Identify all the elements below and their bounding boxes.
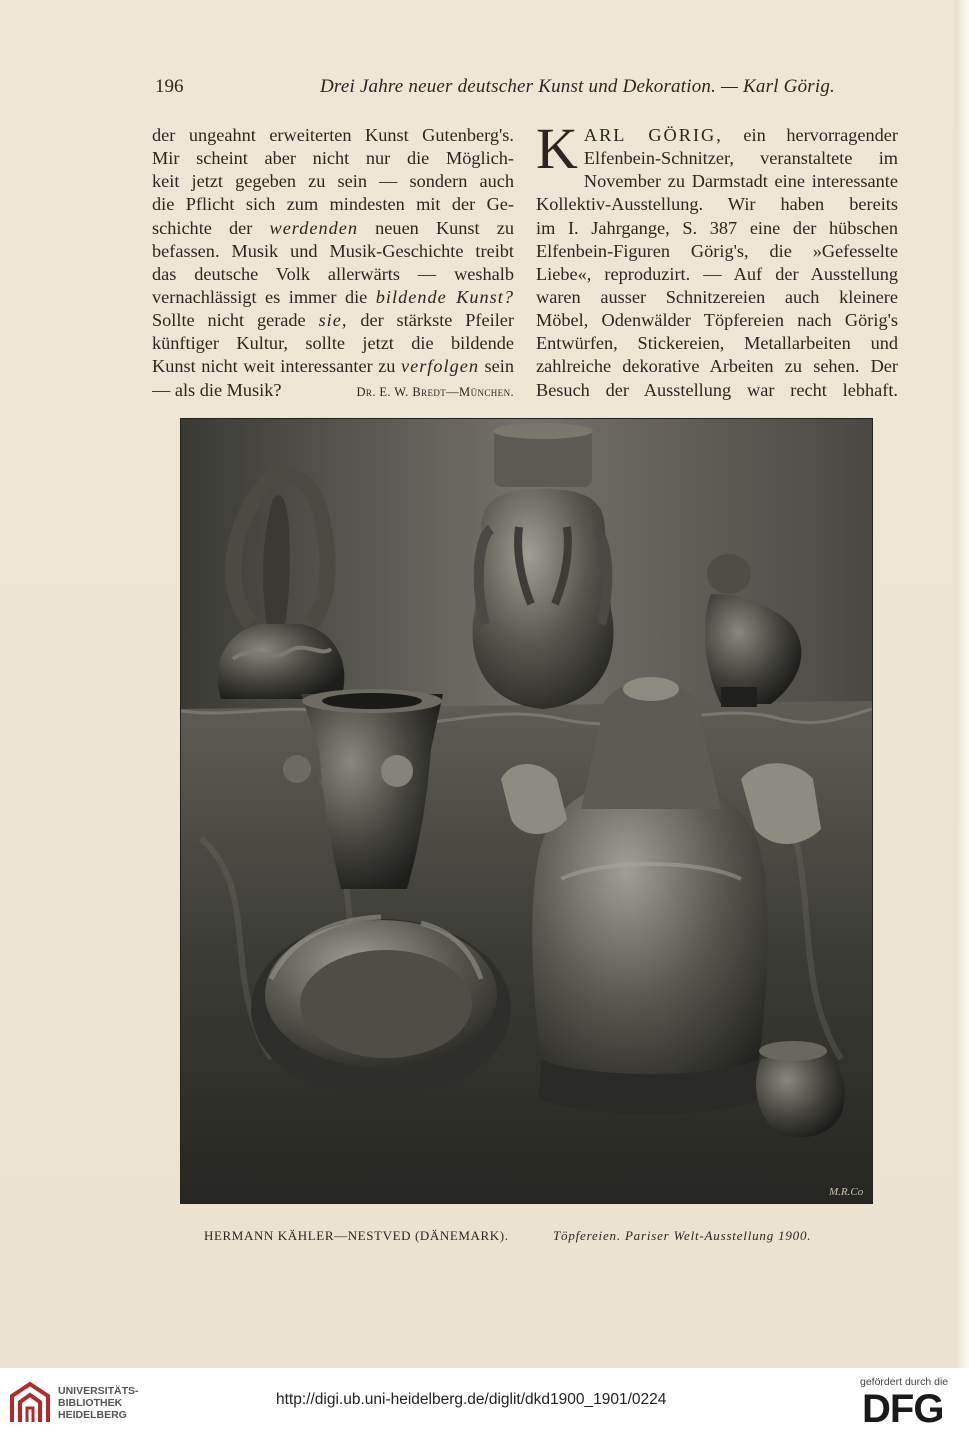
emphasis: werdenden [269, 217, 359, 238]
pottery-photograph [180, 418, 873, 1204]
page-number: 196 [155, 76, 184, 97]
text-line: Besuch der Ausstellung war recht lebhaft. [536, 379, 898, 400]
page-header [155, 76, 835, 102]
text-line: Entwürfen, Stickereien, Metallarbeiten und [536, 333, 898, 354]
library-name: UNIVERSITÄTS- BIBLIOTHEK HEIDELBERG [58, 1385, 139, 1421]
pottery-illustration [181, 419, 872, 1203]
text-line: Möbel, Odenwälder Töpfereien nach Görig's [536, 310, 898, 331]
text-line: keit jetzt gegeben zu sein — sondern auch [152, 171, 514, 192]
text-line: waren ausser Schnitzereien auch kleinere [536, 286, 898, 307]
text-line: — als die Musik? Dr. E. W. Bredt—München. [152, 379, 514, 402]
text-line: das deutsche Volk allerwärts — weshalb [152, 263, 514, 284]
text-line: vernachlässigt es immer die bildende Kunst? [152, 286, 514, 307]
text-line: Kunst nicht weit interessanter zu verfolgen sein [152, 356, 514, 377]
text-line: November zu Darmstadt eine interessante [583, 171, 898, 192]
author-signature: Dr. E. W. Bredt—München. [356, 384, 514, 399]
left-column [152, 124, 514, 402]
page-edge [955, 0, 969, 1368]
text-line: Kollektiv-Ausstellung. Wir haben bereits [536, 194, 898, 215]
text-line: zahlreiche dekorative Arbeiten zu sehen. Der [536, 356, 898, 377]
permalink-url[interactable]: http://digi.ub.uni-heidelberg.de/diglit/dkd1900_1901/0224 [276, 1391, 667, 1408]
plate-signature: M.R.Co [829, 1186, 864, 1198]
emphasis: bildende Kunst? [375, 286, 514, 307]
text-line: Sollte nicht gerade sie, der stärkste Pfeiler [152, 310, 514, 331]
text-line: Mir scheint aber nicht nur die Möglich- [152, 148, 514, 169]
text-line: Elfenbein-Schnitzer, veranstaltete im [583, 148, 898, 169]
funded-by-label: gefördert durch die [860, 1376, 949, 1388]
text-line: künftiger Kultur, sollte jetzt die bildende [152, 333, 514, 354]
text-line: im I. Jahrgange, S. 387 eine der hübschen [536, 217, 898, 238]
right-column [536, 116, 898, 402]
drop-cap: K [536, 116, 578, 181]
emphasis: sie, [318, 310, 348, 331]
caption-artist: HERMANN KÄHLER—NESTVED (DÄNEMARK). [204, 1228, 509, 1243]
text-line: schichte der werdenden neuen Kunst zu [152, 217, 514, 238]
text-line: befassen. Musik und Musik-Geschichte treibt [152, 240, 514, 261]
dfg-logo: DFG [862, 1387, 944, 1431]
text-line: Elfenbein-Figuren Görig's, die »Gefesselte [536, 240, 898, 261]
text-line: die Pflicht sich zum mindesten mit der Ge- [152, 194, 514, 215]
text-line: ARL GÖRIG, ein hervorragender [583, 125, 898, 145]
emphasis: verfolgen [400, 356, 480, 377]
university-library-logo-icon [8, 1378, 52, 1426]
text-line: der ungeahnt erweiterten Kunst Gutenberg's. [152, 125, 514, 145]
running-title: Drei Jahre neuer deutscher Kunst und Dekoration. — Karl Görig. [320, 76, 835, 97]
text-line: Liebe«, reproduzirt. — Auf der Ausstellung [536, 263, 898, 284]
caption-description: Töpfereien. Pariser Welt-Ausstellung 1900. [553, 1228, 812, 1243]
